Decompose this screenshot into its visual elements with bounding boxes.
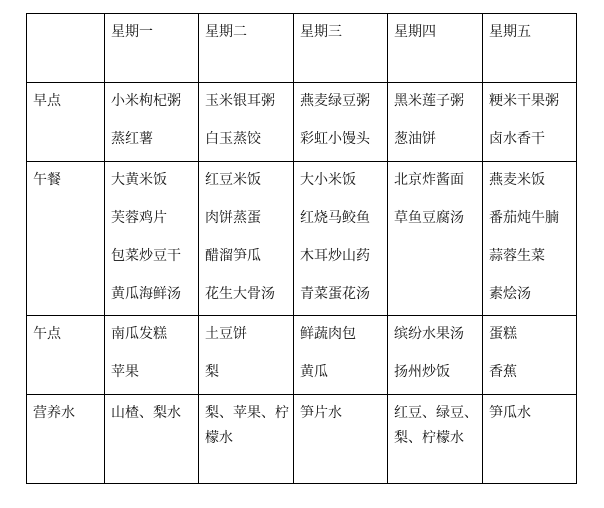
dish: 玉米银耳粥 [205, 93, 275, 109]
cell-lunch-monday [105, 162, 199, 316]
dish: 卤水香干 [489, 131, 545, 147]
cell-lunch-thursday [388, 162, 483, 316]
row-label-snack: 午点 [27, 316, 105, 395]
dish: 大黄米饭 [111, 172, 167, 188]
cell-lunch-tuesday [199, 162, 294, 316]
dish: 彩虹小馒头 [300, 131, 370, 147]
cell-lunch-friday [483, 162, 577, 316]
cell-breakfast-friday [483, 83, 577, 162]
dish: 番茄炖牛腩 [489, 210, 559, 226]
dish: 大小米饭 [300, 172, 356, 188]
row-label-lunch: 午餐 [27, 162, 105, 316]
dish: 红豆米饭 [205, 172, 261, 188]
dish: 梨、苹果、柠檬水 [205, 405, 289, 446]
dish: 素烩汤 [489, 286, 531, 302]
cell-snack-monday [105, 316, 199, 395]
dish: 红烧马鲛鱼 [300, 210, 370, 226]
dish: 扬州炒饭 [394, 364, 450, 380]
dish: 笋片水 [300, 405, 342, 421]
dish: 黄瓜 [300, 364, 328, 380]
cell-snack-thursday [388, 316, 483, 395]
dish: 包菜炒豆干 [111, 248, 181, 264]
dish: 蒸红薯 [111, 131, 153, 147]
dish: 黑米莲子粥 [394, 93, 464, 109]
dish: 北京炸酱面 [394, 172, 464, 188]
dish: 苹果 [111, 364, 139, 380]
cell-snack-wednesday [294, 316, 388, 395]
cell-breakfast-thursday [388, 83, 483, 162]
cell-breakfast-wednesday [294, 83, 388, 162]
dish: 青菜蛋花汤 [300, 286, 370, 302]
dish: 肉饼蒸蛋 [205, 210, 261, 226]
dish: 缤纷水果汤 [394, 326, 464, 342]
dish: 红豆、绿豆、梨、柠檬水 [394, 405, 478, 446]
day-header-thursday: 星期四 [388, 14, 483, 83]
dish: 黄瓜海鲜汤 [111, 286, 181, 302]
dish: 醋溜笋瓜 [205, 248, 261, 264]
cell-breakfast-monday [105, 83, 199, 162]
dish: 粳米干果粥 [489, 93, 559, 109]
dish: 草鱼豆腐汤 [394, 210, 464, 226]
dish: 笋瓜水 [489, 405, 531, 421]
row-lunch [27, 162, 577, 316]
cell-snack-friday [483, 316, 577, 395]
row-label-water: 营养水 [27, 395, 105, 484]
dish: 葱油饼 [394, 131, 436, 147]
dish: 山楂、梨水 [111, 405, 181, 421]
dish: 芙蓉鸡片 [111, 210, 167, 226]
corner-cell [27, 14, 105, 83]
dish: 蒜蓉生菜 [489, 248, 545, 264]
dish: 鲜蔬肉包 [300, 326, 356, 342]
cell-water-tuesday [199, 395, 294, 484]
cell-snack-tuesday [199, 316, 294, 395]
day-header-wednesday: 星期三 [294, 14, 388, 83]
row-nutrition-water [27, 395, 577, 484]
cell-water-wednesday [294, 395, 388, 484]
dish: 香蕉 [489, 364, 517, 380]
cell-breakfast-tuesday [199, 83, 294, 162]
weekly-menu-table [26, 13, 577, 484]
cell-water-thursday [388, 395, 483, 484]
cell-water-monday [105, 395, 199, 484]
cell-lunch-wednesday [294, 162, 388, 316]
dish: 南瓜发糕 [111, 326, 167, 342]
day-header-tuesday: 星期二 [199, 14, 294, 83]
dish: 木耳炒山药 [300, 248, 370, 264]
day-header-friday: 星期五 [483, 14, 577, 83]
dish: 梨 [205, 364, 219, 380]
day-header-monday: 星期一 [105, 14, 199, 83]
dish: 花生大骨汤 [205, 286, 275, 302]
dish: 土豆饼 [205, 326, 247, 342]
dish: 蛋糕 [489, 326, 517, 342]
dish: 燕麦米饭 [489, 172, 545, 188]
row-breakfast [27, 83, 577, 162]
cell-water-friday [483, 395, 577, 484]
dish: 小米枸杞粥 [111, 93, 181, 109]
row-label-breakfast: 早点 [27, 83, 105, 162]
dish: 白玉蒸饺 [205, 131, 261, 147]
row-afternoon-snack [27, 316, 577, 395]
dish: 燕麦绿豆粥 [300, 93, 370, 109]
header-row [27, 14, 577, 83]
